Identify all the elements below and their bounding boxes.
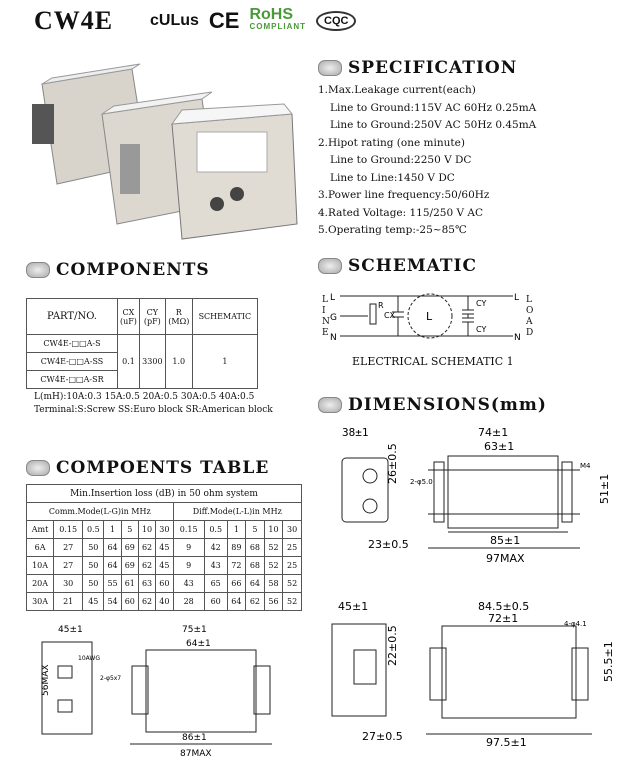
dim-bot-b: 22±0.5 [386, 625, 399, 666]
product-title: CW4E [34, 6, 114, 35]
specification-heading [318, 58, 517, 78]
section-bullet-icon [26, 262, 50, 278]
dim-left-hole: 2-φ5x7 [100, 675, 122, 682]
dim-top-d: 74±1 [478, 426, 509, 439]
loss-cell: 62 [138, 539, 155, 557]
terminal-note: Terminal:S:Screw SS:Euro block SR:American block [34, 405, 273, 415]
loss-rows [27, 539, 302, 611]
freq-cell: 30 [156, 521, 173, 539]
comm-mode-header: Comm.Mode(L-G)in MHz [27, 503, 174, 521]
schematic-heading [318, 256, 477, 276]
loss-cell: 60 [156, 575, 173, 593]
filter-unit-front [172, 104, 297, 239]
loss-cell: 45 [83, 593, 104, 611]
schematic-diagram [318, 282, 540, 352]
schematic-coil: L [426, 310, 433, 323]
loss-cell: 62 [138, 557, 155, 575]
rohs-text: RoHS [249, 6, 294, 23]
dimension-drawing-top [318, 420, 628, 570]
spec-line: Line to Ground:115V AC 60Hz 0.25mA [330, 101, 537, 114]
table-row [27, 557, 302, 575]
table-row [27, 575, 302, 593]
table-row [27, 593, 302, 611]
dim-bot-g: 97.5±1 [486, 736, 527, 749]
loss-cell: 50 [83, 557, 104, 575]
loss-cell: 54 [104, 593, 121, 611]
loss-cell: 25 [283, 557, 302, 575]
components-table [26, 298, 258, 389]
freq-cell: 0.5 [83, 521, 104, 539]
inductance-note: L(mH):10A:0.3 15A:0.5 20A:0.5 30A:0.5 40A:0.5 [34, 392, 255, 402]
loss-cell: 64 [227, 593, 246, 611]
load-label: LOAD [526, 295, 534, 338]
loss-cell: 60 [121, 593, 138, 611]
spec-line: 2.Hipot rating (one minute) [318, 136, 465, 149]
loss-cell: 45 [156, 539, 173, 557]
schematic-n: N [330, 333, 337, 343]
loss-cell: 68 [246, 539, 265, 557]
part-number: CW4E-□□A-S [27, 335, 118, 353]
loss-cell: 65 [204, 575, 227, 593]
loss-cell: 66 [227, 575, 246, 593]
freq-cell: 10 [264, 521, 283, 539]
spec-line: 5.Operating temp:-25~85℃ [318, 224, 467, 236]
loss-cell: 64 [246, 575, 265, 593]
dim-left-awg: 10AWG [78, 655, 100, 662]
part-number: CW4E-□□A-SS [27, 353, 118, 371]
cy-value: 3300 [139, 335, 165, 389]
comp-table-heading [26, 458, 269, 478]
schematic-g: G [330, 313, 337, 323]
schematic-cy: CY [476, 325, 487, 334]
spec-line: 4.Rated Voltage: 115/250 V AC [318, 206, 484, 219]
loss-cell: 50 [83, 539, 104, 557]
freq-cell: 0.15 [173, 521, 204, 539]
components-heading [26, 260, 210, 280]
freq-cell: 5 [246, 521, 265, 539]
loss-cell: 52 [264, 539, 283, 557]
loss-cell: 6A [27, 539, 54, 557]
spec-line: Line to Ground:250V AC 50Hz 0.45mA [330, 119, 537, 131]
loss-cell: 72 [227, 557, 246, 575]
col-cx: CX (uF) [118, 299, 140, 335]
loss-cell: 60 [204, 593, 227, 611]
dim-bot-f: 55.5±1 [602, 641, 615, 682]
loss-cell: 50 [83, 575, 104, 593]
product-photo [22, 44, 302, 242]
dim-top-e: 63±1 [484, 440, 515, 453]
freq-cell: 5 [121, 521, 138, 539]
col-r: R (MΩ) [165, 299, 192, 335]
section-bullet-icon [318, 60, 342, 76]
dim-left-a: 45±1 [58, 625, 83, 635]
loss-cell: 25 [283, 539, 302, 557]
loss-cell: 43 [173, 575, 204, 593]
specification-heading-text: SPECIFICATION [348, 58, 518, 78]
loss-cell: 68 [246, 557, 265, 575]
dim-left-b: 75±1 [182, 625, 207, 635]
schematic-r: R [378, 301, 384, 310]
spec-line: Line to Ground:2250 V DC [330, 154, 472, 166]
dimensions-heading [318, 395, 547, 415]
dim-top-f: 51±1 [598, 473, 611, 504]
freq-cell: 30 [283, 521, 302, 539]
loss-cell: 62 [138, 593, 155, 611]
loss-cell: 69 [121, 557, 138, 575]
schematic-n-out: N [514, 333, 521, 343]
dim-top-b: 26±0.5 [386, 443, 399, 484]
dim-left-e: 86±1 [182, 733, 207, 743]
comp-table-heading-text: COMPOENTS TABLE [56, 458, 270, 478]
loss-cell: 27 [54, 557, 83, 575]
dim-top-hole: 2-φ5.0 [410, 478, 433, 486]
specification-list [318, 82, 536, 240]
schematic-value: 1 [192, 335, 257, 389]
ce-logo: CE [208, 8, 240, 33]
loss-cell: 28 [173, 593, 204, 611]
cqc-logo: CQC [316, 11, 356, 31]
freq-cell: 0.15 [54, 521, 83, 539]
loss-cell: 10A [27, 557, 54, 575]
loss-cell: 61 [121, 575, 138, 593]
dim-top-g: 85±1 [490, 534, 521, 547]
loss-cell: 40 [156, 593, 173, 611]
diff-mode-header: Diff.Mode(L-L)in MHz [173, 503, 301, 521]
loss-cell: 42 [204, 539, 227, 557]
dimension-drawing-left [20, 620, 295, 760]
dim-left-f: 87MAX [180, 749, 212, 759]
spec-line: 3.Power line frequency:50/60Hz [318, 189, 490, 201]
frequency-row [27, 521, 302, 539]
part-number: CW4E-□□A-SR [27, 371, 118, 389]
loss-cell: 52 [283, 575, 302, 593]
line-label: LINE [322, 295, 330, 338]
table-caption: Min.Insertion loss (dB) in 50 ohm system [27, 485, 302, 503]
spec-line: Line to Line:1450 V DC [330, 171, 455, 184]
loss-cell: 69 [121, 539, 138, 557]
components-heading-text: COMPONENTS [56, 260, 210, 280]
loss-cell: 55 [104, 575, 121, 593]
dim-top-m4: M4 [580, 462, 591, 470]
loss-cell: 20A [27, 575, 54, 593]
dim-bot-d: 84.5±0.5 [478, 600, 530, 613]
dim-bot-a: 45±1 [338, 600, 369, 613]
rohs-sub: COMPLIANT [249, 22, 307, 31]
col-partno: PART/NO. [27, 299, 118, 335]
loss-cell: 89 [227, 539, 246, 557]
dimension-drawing-bottom [318, 596, 628, 756]
schematic-l: L [330, 293, 336, 303]
ul-logo: cULus [150, 12, 199, 29]
dim-bot-c: 27±0.5 [362, 730, 403, 743]
rohs-logo [249, 6, 307, 33]
r-value: 1.0 [165, 335, 192, 389]
freq-cell: 0.5 [204, 521, 227, 539]
dim-top-a: 38±1 [342, 426, 369, 439]
loss-cell: 30 [54, 575, 83, 593]
schematic-cy: CY [476, 299, 487, 308]
col-schematic: SCHEMATIC [192, 299, 257, 335]
dim-top-c: 23±0.5 [368, 538, 409, 551]
loss-cell: 9 [173, 557, 204, 575]
cx-value: 0.1 [118, 335, 140, 389]
loss-cell: 27 [54, 539, 83, 557]
freq-cell: 10 [138, 521, 155, 539]
loss-cell: 64 [104, 539, 121, 557]
loss-cell: 30A [27, 593, 54, 611]
certification-logos [150, 8, 356, 34]
freq-cell: Amt [27, 521, 54, 539]
schematic-cx: CX [384, 311, 396, 320]
freq-cell: 1 [227, 521, 246, 539]
freq-cell: 1 [104, 521, 121, 539]
dim-left-d: 56MAX [41, 664, 51, 696]
section-bullet-icon [318, 397, 342, 413]
loss-cell: 45 [156, 557, 173, 575]
dim-bot-hole: 4-φ4.1 [564, 620, 587, 628]
table-row [27, 539, 302, 557]
schematic-caption: ELECTRICAL SCHEMATIC 1 [352, 355, 514, 368]
schematic-heading-text: SCHEMATIC [348, 256, 478, 276]
loss-cell: 64 [104, 557, 121, 575]
insertion-loss-table [26, 484, 302, 611]
section-bullet-icon [26, 460, 50, 476]
loss-cell: 58 [264, 575, 283, 593]
dim-left-c: 64±1 [186, 639, 211, 649]
loss-cell: 9 [173, 539, 204, 557]
loss-cell: 21 [54, 593, 83, 611]
loss-cell: 43 [204, 557, 227, 575]
loss-cell: 52 [264, 557, 283, 575]
section-bullet-icon [318, 258, 342, 274]
dim-bot-e: 72±1 [488, 612, 519, 625]
dimensions-heading-text: DIMENSIONS(mm) [348, 395, 547, 415]
loss-cell: 52 [283, 593, 302, 611]
loss-cell: 56 [264, 593, 283, 611]
loss-cell: 63 [138, 575, 155, 593]
col-cy: CY (pF) [139, 299, 165, 335]
dim-top-h: 97MAX [486, 552, 525, 565]
schematic-l-out: L [514, 293, 520, 303]
loss-cell: 62 [246, 593, 265, 611]
spec-line: 1.Max.Leakage current(each) [318, 84, 476, 96]
